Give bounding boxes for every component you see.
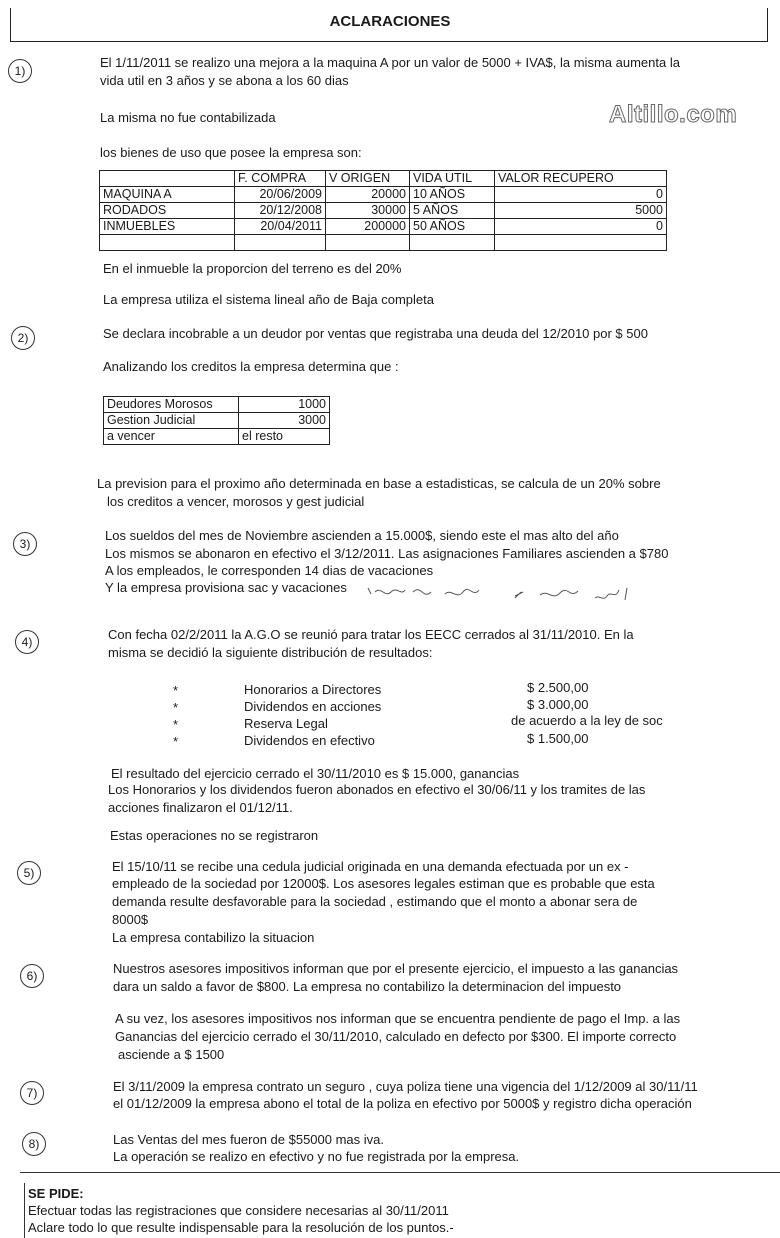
- table-cell: 5 AÑOS: [410, 203, 495, 219]
- table-row: [100, 219, 667, 235]
- table-header-cell: V ORIGEN: [326, 171, 410, 187]
- distribution-value: $ 2.500,00: [527, 680, 589, 695]
- section-marker-5: 5): [17, 861, 41, 885]
- distribution-label: Honorarios a Directores: [244, 682, 382, 697]
- s3-line-4: Y la empresa provisiona sac y vacaciones: [105, 580, 347, 595]
- table-cell: 30000: [326, 203, 410, 219]
- distribution-value: de acuerdo a la ley de soc: [511, 713, 663, 728]
- s2-line-1: Se declara incobrable a un deudor por ventas que registraba una deuda del 12/2010 por $ 500: [103, 326, 648, 341]
- s8-line-2: La operación se realizo en efectivo y no fue registrada por la empresa.: [113, 1149, 520, 1164]
- table-row: [104, 397, 330, 413]
- s6-line-3: A su vez, los asesores impositivos nos informan que se encuentra pendiente de pago el Imp. a las: [115, 1011, 681, 1026]
- bullet: *: [173, 700, 179, 715]
- distribution-label: Dividendos en efectivo: [244, 733, 375, 748]
- se-pide-heading: SE PIDE:: [28, 1186, 84, 1201]
- table-header-cell: F. COMPRA: [235, 171, 326, 187]
- distribution-value: $ 3.000,00: [527, 697, 589, 712]
- handwritten-annotation: [365, 582, 655, 608]
- se-pide-line-2: Aclare todo lo que resulte indispensable para la resolución de los puntos.-: [28, 1220, 454, 1235]
- s5-line-4: 8000$: [112, 912, 149, 927]
- s3-line-2: Los mismos se abonaron en efectivo el 3/12/2011. Las asignaciones Familiares ascienden a $780: [105, 546, 669, 561]
- s1-line-4: los bienes de uso que posee la empresa son:: [100, 145, 362, 160]
- s6-line-1: Nuestros asesores impositivos informan que por el presente ejercicio, el impuesto a las ganancias: [113, 961, 679, 976]
- section-marker-6: 6): [20, 964, 44, 988]
- table-cell: 20/12/2008: [235, 203, 326, 219]
- table-header-cell: VALOR RECUPERO: [495, 171, 667, 187]
- table-cell: 10 AÑOS: [410, 187, 495, 203]
- s4-line-2: misma se decidió la siguiente distribución de resultados:: [108, 645, 433, 660]
- table-header-cell: [100, 171, 235, 187]
- s4-line-6: Estas operaciones no se registraron: [110, 828, 319, 843]
- table-row: [100, 203, 667, 219]
- table-row: [104, 413, 330, 429]
- table-cell: 0: [495, 219, 667, 235]
- s5-line-3: demanda resulte desfavorable para la sociedad , estimando que el monto a abonar sera de: [112, 894, 638, 909]
- s5-line-1: El 15/10/11 se recibe una cedula judicial originada en una demanda efectuada por un ex -: [112, 859, 629, 874]
- table-cell: 5000: [495, 203, 667, 219]
- s5-line-2: empleado de la sociedad por 12000$. Los asesores legales estiman que es probable que esta: [112, 876, 655, 891]
- table-cell: 20/04/2011: [235, 219, 326, 235]
- distribution-value: $ 1.500,00: [527, 731, 589, 746]
- table-row-empty: [100, 235, 667, 251]
- table-row: [104, 429, 330, 445]
- s4-line-5: acciones finalizaron el 01/12/11.: [108, 800, 293, 815]
- s1-line-3: La misma no fue contabilizada: [100, 110, 276, 125]
- s7-line-2: el 01/12/2009 la empresa abono el total de la poliza en efectivo por 5000$ y registro dicha operación: [113, 1096, 692, 1111]
- page-title: ACLARACIONES: [329, 13, 451, 30]
- section-marker-1: 1): [8, 59, 32, 83]
- bullet: *: [173, 734, 179, 749]
- table-cell: el resto: [239, 429, 330, 445]
- table-cell: 20000: [326, 187, 410, 203]
- s6-line-5: asciende a $ 1500: [118, 1047, 225, 1062]
- section-marker-4: 4): [15, 630, 39, 654]
- table-cell: 200000: [326, 219, 410, 235]
- s1-line-1: El 1/11/2011 se realizo una mejora a la maquina A por un valor de 5000 + IVA$, la misma aumenta la: [100, 55, 680, 70]
- divider: [20, 1172, 780, 1173]
- s3-line-1: Los sueldos del mes de Noviembre ascienden a 15.000$, siendo este el mas alto del año: [105, 528, 619, 543]
- section-marker-8: 8): [22, 1132, 46, 1156]
- section-marker-7: 7): [20, 1081, 44, 1105]
- s4-line-4: Los Honorarios y los dividendos fueron abonados en efectivo el 30/06/11 y los tramites de las: [108, 782, 646, 797]
- s1-line-5: En el inmueble la proporcion del terreno es del 20%: [103, 261, 402, 276]
- bullet: *: [173, 717, 179, 732]
- table-cell: INMUEBLES: [100, 219, 235, 235]
- s1-line-2: vida util en 3 años y se abona a los 60 dias: [100, 73, 349, 88]
- s8-line-1: Las Ventas del mes fueron de $55000 mas iva.: [113, 1132, 385, 1147]
- table-cell: a vencer: [104, 429, 239, 445]
- distribution-label: Dividendos en acciones: [244, 699, 382, 714]
- table-cell: 20/06/2009: [235, 187, 326, 203]
- table-cell: 1000: [239, 397, 330, 413]
- section-marker-2: 2): [11, 326, 35, 350]
- table-cell: MAQUINA A: [100, 187, 235, 203]
- s4-line-1: Con fecha 02/2/2011 la A.G.O se reunió para tratar los EECC cerrados al 31/11/2010. En la: [108, 627, 634, 642]
- s4-line-3: El resultado del ejercicio cerrado el 30/11/2010 es $ 15.000, ganancias: [111, 766, 520, 781]
- s2-line-3: La prevision para el proximo año determinada en base a estadisticas, se calcula de un 20% sobre: [97, 476, 661, 491]
- table-cell: 3000: [239, 413, 330, 429]
- s2-line-4: los creditos a vencer, morosos y gest judicial: [107, 494, 365, 509]
- s1-line-6: La empresa utiliza el sistema lineal año de Baja completa: [103, 292, 434, 307]
- s5-line-5: La empresa contabilizo la situacion: [112, 930, 315, 945]
- table-header-row: [100, 171, 667, 187]
- bullet: *: [173, 683, 179, 698]
- table-cell: Gestion Judicial: [104, 413, 239, 429]
- s2-line-2: Analizando los creditos la empresa determina que :: [103, 359, 399, 374]
- se-pide-line-1: Efectuar todas las registraciones que considere necesarias al 30/11/2011: [28, 1203, 449, 1218]
- watermark-logo: Altillo.com: [609, 101, 738, 128]
- table-cell: 50 AÑOS: [410, 219, 495, 235]
- s3-line-3: A los empleados, le corresponden 14 dias de vacaciones: [105, 563, 434, 578]
- table-header-cell: VIDA UTIL: [410, 171, 495, 187]
- credits-table: [103, 396, 330, 445]
- distribution-label: Reserva Legal: [244, 716, 328, 731]
- table-cell: Deudores Morosos: [104, 397, 239, 413]
- table-row: [100, 187, 667, 203]
- table-cell: RODADOS: [100, 203, 235, 219]
- s6-line-4: Ganancias del ejercicio cerrado el 30/11/2010, calculado en defecto por $300. El importe correcto: [115, 1029, 677, 1044]
- s7-line-1: El 3/11/2009 la empresa contrato un seguro , cuya poliza tiene una vigencia del 1/12/2009 al 30/11/11: [113, 1079, 698, 1094]
- table-cell: 0: [495, 187, 667, 203]
- assets-table: [99, 170, 667, 251]
- section-marker-3: 3): [13, 532, 37, 556]
- s6-line-2: dara un saldo a favor de $800. La empresa no contabilizo la determinacion del impuesto: [113, 979, 622, 994]
